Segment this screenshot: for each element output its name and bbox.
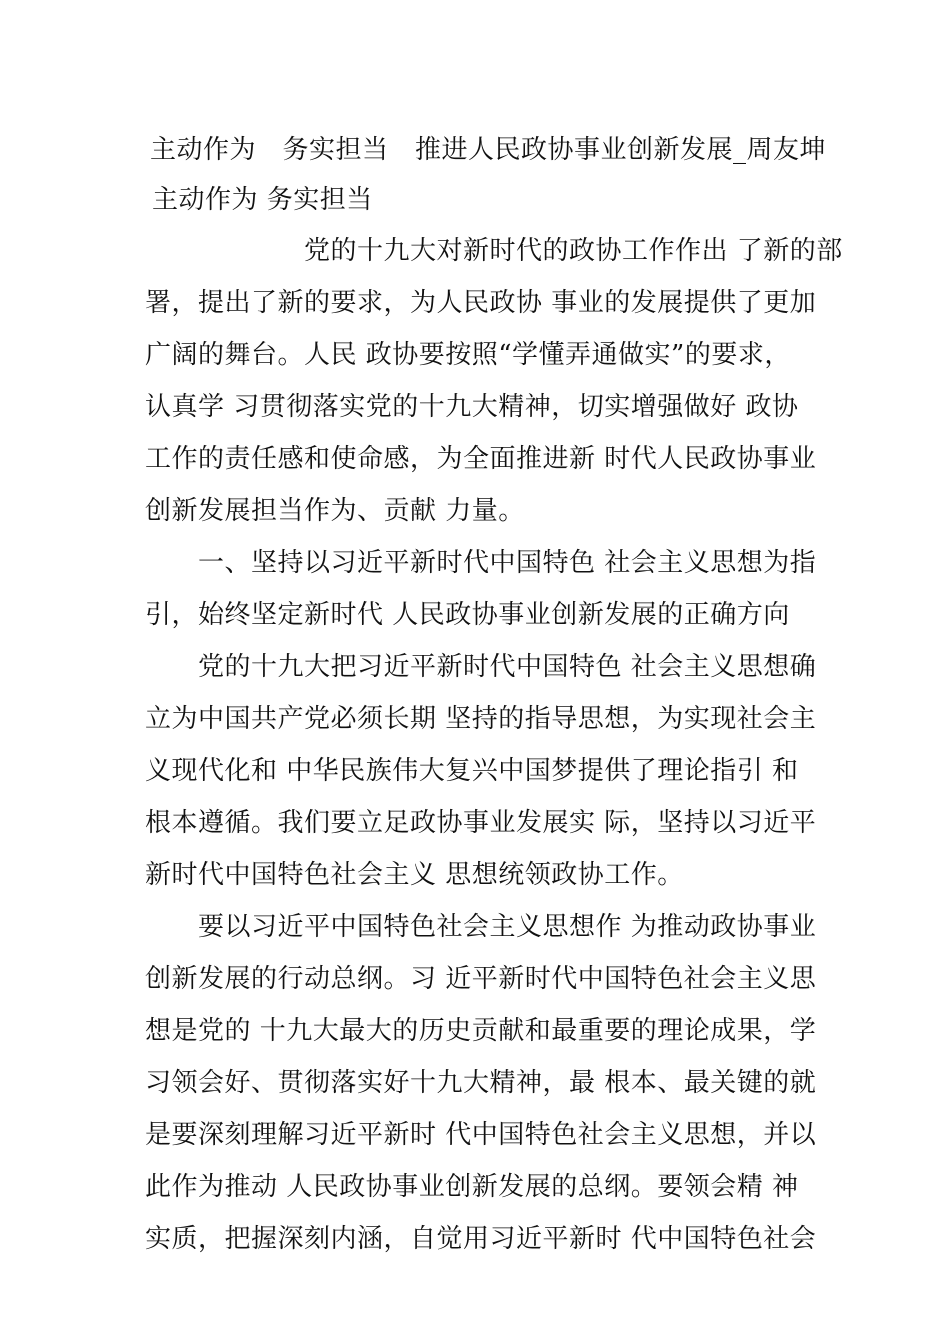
section-heading-line: 引，始终坚定新时代 人民政协事业创新发展的正确方向 xyxy=(145,600,790,630)
body-line: 党的十九大对新时代的政协工作作出 了新的部 xyxy=(145,236,843,266)
body-line: 创新发展担当作为、贡献 力量。 xyxy=(145,496,525,526)
body-line: 党的十九大把习近平新时代中国特色 社会主义思想确 xyxy=(145,652,817,682)
body-line: 广阔的舞台。人民 政协要按照“学懂弄通做实”的要求， xyxy=(145,340,791,370)
body-line: 创新发展的行动总纲。习 近平新时代中国特色社会主义思 xyxy=(145,964,817,994)
body-line: 习领会好、贯彻落实好十九大精神，最 根本、最关键的就 xyxy=(145,1068,817,1098)
body-line: 立为中国共产党必须长期 坚持的指导思想，为实现社会主 xyxy=(145,704,817,734)
document-subtitle: 主动作为 务实担当 xyxy=(152,185,373,215)
document-title: 主动作为 务实担当 推进人民政协事业创新发展_周友坤 xyxy=(150,135,827,165)
body-line: 新时代中国特色社会主义 思想统领政协工作。 xyxy=(145,860,684,890)
body-line: 署，提出了新的要求，为人民政协 事业的发展提供了更加 xyxy=(145,288,817,318)
body-line: 想是党的 十九大最大的历史贡献和最重要的理论成果，学 xyxy=(145,1016,817,1046)
body-line: 实质，把握深刻内涵，自觉用习近平新时 代中国特色社会 xyxy=(145,1224,817,1254)
body-line: 认真学 习贯彻落实党的十九大精神，切实增强做好 政协 xyxy=(145,392,799,422)
body-line: 义现代化和 中华民族伟大复兴中国梦提供了理论指引 和 xyxy=(145,756,799,786)
section-heading-line: 一、坚持以习近平新时代中国特色 社会主义思想为指 xyxy=(145,548,817,578)
body-line: 是要深刻理解习近平新时 代中国特色社会主义思想，并以 xyxy=(145,1120,817,1150)
body-line: 工作的责任感和使命感，为全面推进新 时代人民政协事业 xyxy=(145,444,817,474)
body-line: 要以习近平中国特色社会主义思想作 为推动政协事业 xyxy=(145,912,817,942)
body-line: 此作为推动 人民政协事业创新发展的总纲。要领会精 神 xyxy=(145,1172,799,1202)
body-line: 根本遵循。我们要立足政协事业发展实 际，坚持以习近平 xyxy=(145,808,817,838)
